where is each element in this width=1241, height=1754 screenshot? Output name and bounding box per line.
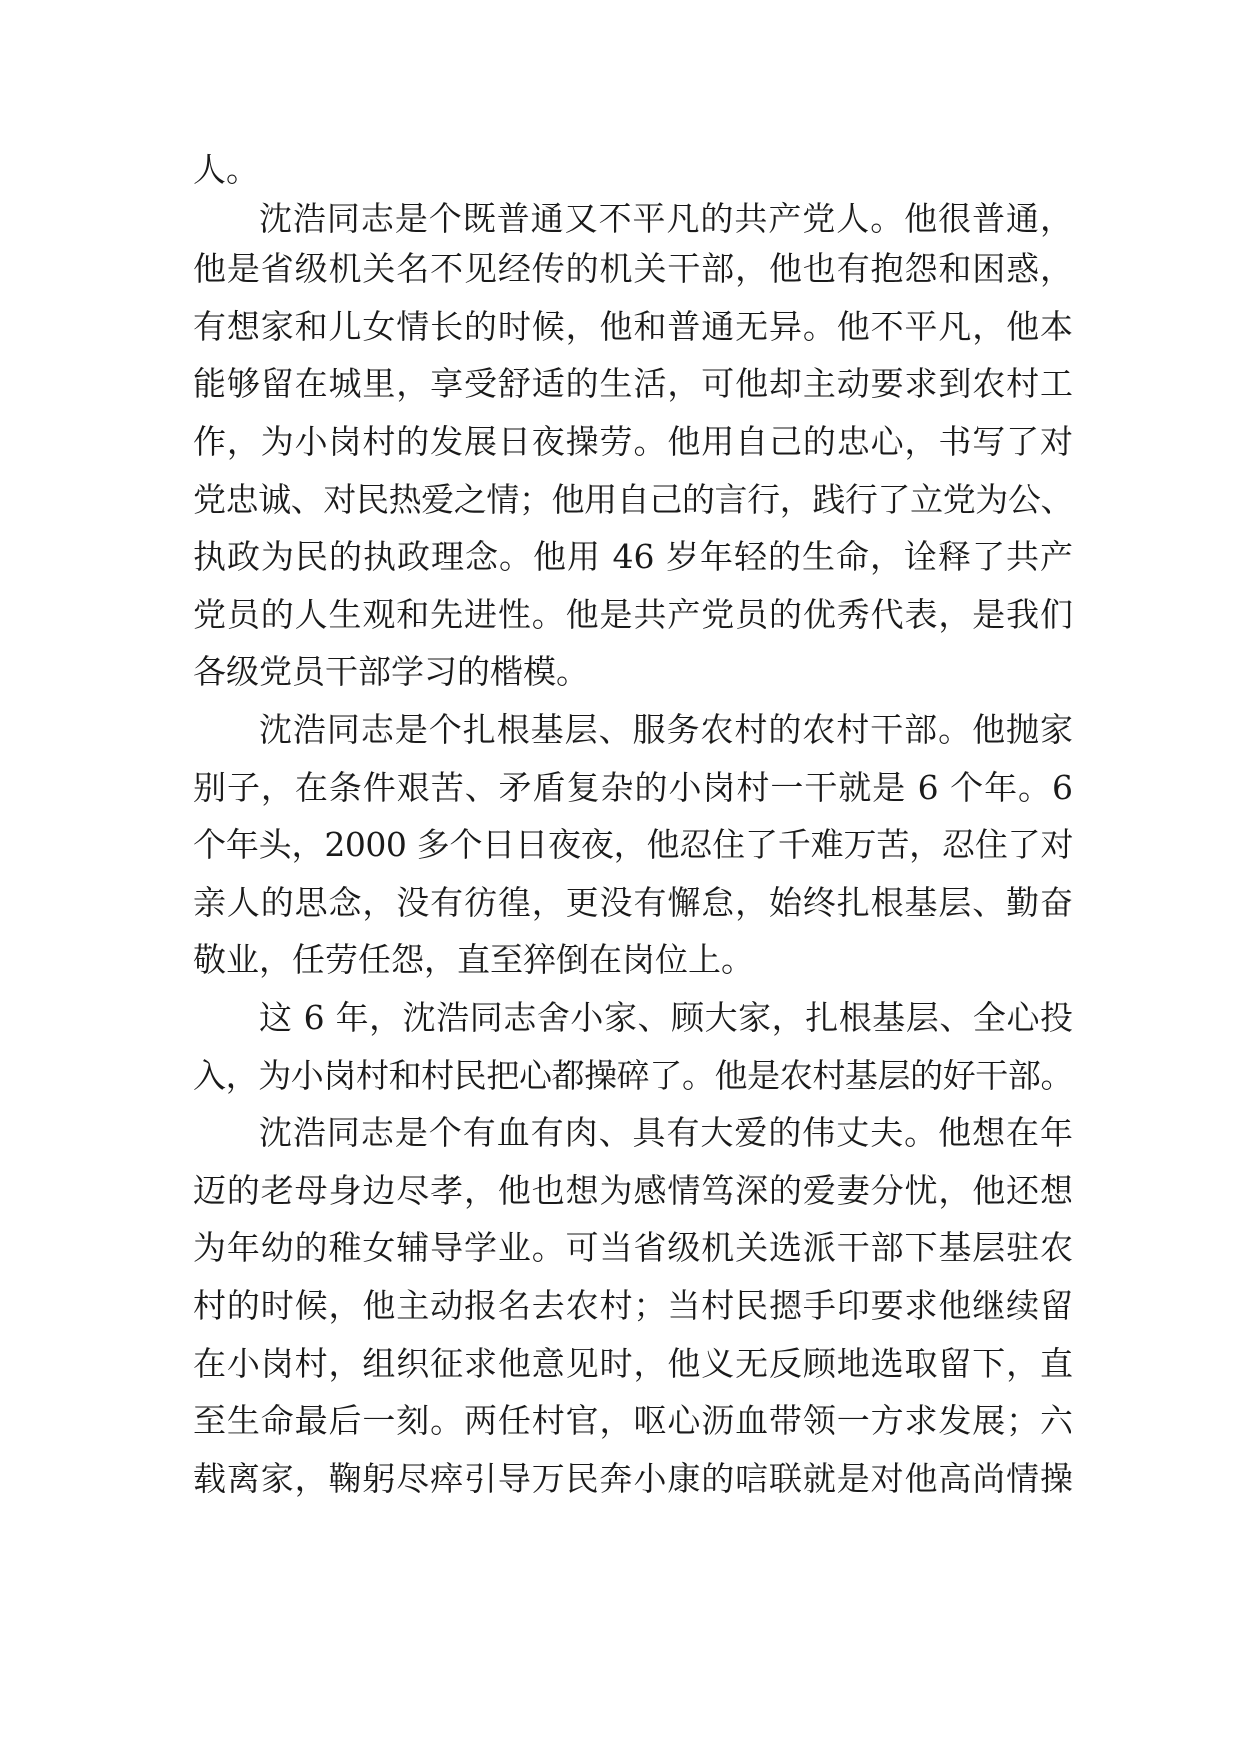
text-line: 别子，在条件艰苦、矛盾复杂的小岗村一干就是 6 个年。6 [193,768,1073,807]
text-line: 在小岗村，组织征求他意见时，他义无反顾地选取留下，直 [193,1344,1073,1383]
text-line: 能够留在城里，享受舒适的生活，可他却主动要求到农村工 [193,364,1073,403]
text-line: 人。 [193,150,259,189]
paragraph-first-line: 沈浩同志是个既普通又不平凡的共产党人。他很普通， [259,199,1073,238]
text-line: 亲人的思念，没有彷徨，更没有懈怠，始终扎根基层、勤奋 [193,883,1073,922]
text-line: 敬业，任劳任怨，直至猝倒在岗位上。 [193,940,754,979]
text-line: 载离家，鞠躬尽瘁引导万民奔小康的唁联就是对他高尚情操 [193,1459,1073,1498]
text-line: 个年头，2000 多个日日夜夜，他忍住了千难万苦，忍住了对 [193,825,1073,864]
text-line: 入，为小岗村和村民把心都操碎了。他是农村基层的好干部。 [193,1056,1073,1095]
paragraph-first-line: 沈浩同志是个有血有肉、具有大爱的伟丈夫。他想在年 [259,1113,1073,1152]
text-line: 作，为小岗村的发展日夜操劳。他用自己的忠心，书写了对 [193,422,1073,461]
paragraph-first-line: 这 6 年，沈浩同志舍小家、顾大家，扎根基层、全心投 [259,998,1073,1037]
text-line: 有想家和儿女情长的时候，他和普通无异。他不平凡，他本 [193,307,1073,346]
text-line: 党忠诚、对民热爱之情；他用自己的言行，践行了立党为公、 [193,480,1073,519]
text-line: 为年幼的稚女辅导学业。可当省级机关选派干部下基层驻农 [193,1228,1073,1267]
text-line: 党员的人生观和先进性。他是共产党员的优秀代表，是我们 [193,595,1073,634]
text-line: 各级党员干部学习的楷模。 [193,652,589,691]
text-line: 迈的老母身边尽孝，他也想为感情笃深的爱妻分忧，他还想 [193,1171,1073,1210]
text-line: 村的时候，他主动报名去农村；当村民摁手印要求他继续留 [193,1286,1073,1325]
paragraph-first-line: 沈浩同志是个扎根基层、服务农村的农村干部。他抛家 [259,710,1073,749]
text-line: 执政为民的执政理念。他用 46 岁年轻的生命，诠释了共产 [193,537,1073,576]
text-line: 他是省级机关名不见经传的机关干部，他也有抱怨和困惑， [193,249,1073,288]
text-line: 至生命最后一刻。两任村官，呕心沥血带领一方求发展；六 [193,1401,1073,1440]
